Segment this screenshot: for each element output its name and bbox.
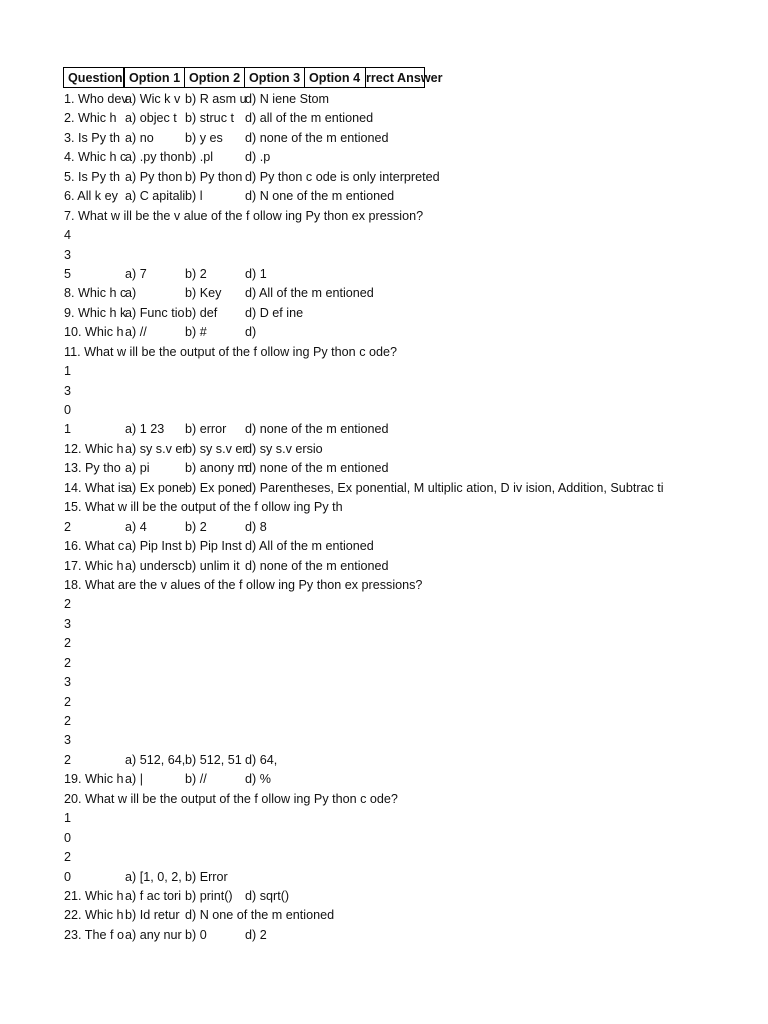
header-option-2[interactable]: Option 2 <box>184 67 245 88</box>
option-2-cell[interactable]: b) 0 <box>185 927 207 942</box>
question-cell[interactable]: 2. Whic h <box>64 111 117 126</box>
table-row <box>63 168 743 187</box>
option-3-cell[interactable]: d) none of the m entioned <box>245 558 389 573</box>
question-cell[interactable]: 12. Whic h <box>64 441 124 456</box>
option-1-cell[interactable]: a) 1 23 <box>125 422 165 437</box>
option-2-cell[interactable]: b) def <box>185 305 218 320</box>
option-2-cell[interactable]: b) // <box>185 772 207 787</box>
option-1-cell[interactable]: a) [1, 0, 2, <box>125 869 182 884</box>
question-cell[interactable]: 14. What is <box>64 480 127 495</box>
table-row <box>63 459 743 478</box>
table-row <box>63 109 743 128</box>
table-row <box>63 518 743 537</box>
table-row <box>63 829 743 848</box>
question-cell[interactable]: 6. All k ey <box>64 189 118 204</box>
question-cell[interactable]: 2 <box>64 597 72 612</box>
option-1-cell[interactable]: a) | <box>125 772 143 787</box>
question-cell[interactable]: 3 <box>64 616 72 631</box>
table-row <box>63 304 743 323</box>
spreadsheet <box>63 67 743 945</box>
option-3-cell[interactable]: d) none of the m entioned <box>245 130 389 145</box>
question-cell[interactable]: 10. Whic h <box>64 325 124 340</box>
table-row <box>63 498 743 517</box>
option-1-cell[interactable]: a) .py thon <box>125 150 185 165</box>
option-1-cell[interactable]: a) pi <box>125 461 150 476</box>
header-correct-answer[interactable]: rrect Answer <box>365 67 425 88</box>
option-1-cell[interactable]: a) 7 <box>125 266 147 281</box>
question-cell[interactable]: 1. Who dev <box>64 92 128 106</box>
question-cell[interactable]: 8. Whic h c <box>64 286 127 301</box>
option-3-cell[interactable]: d) 64, <box>245 752 278 767</box>
option-2-cell[interactable]: b) print() <box>185 888 233 903</box>
question-cell[interactable]: 18. What are the v alues of the f ollow ing Py thon ex pressions? <box>64 577 423 592</box>
table-row <box>63 770 743 789</box>
table-row <box>63 576 743 595</box>
question-cell[interactable]: 19. Whic h <box>64 772 124 787</box>
question-cell[interactable]: 4 <box>64 228 72 243</box>
option-1-cell[interactable]: a) 4 <box>125 519 147 534</box>
table-row <box>63 323 743 342</box>
question-cell[interactable]: 7. What w ill be the v alue of the f ollow ing Py thon ex pression? <box>64 208 424 223</box>
table-row <box>63 595 743 614</box>
option-3-cell[interactable] <box>245 868 745 887</box>
table-row <box>63 207 743 226</box>
table-row <box>63 90 743 109</box>
option-3-cell[interactable]: d) 8 <box>245 519 267 534</box>
option-2-cell[interactable]: b) struc t <box>185 111 234 126</box>
table-row <box>63 868 743 887</box>
option-1-cell[interactable]: a) C apitali <box>125 189 186 204</box>
option-3-cell[interactable]: d) Parentheses, Ex ponential, M ultiplic ation, D iv ision, Addition, Subtrac ti <box>245 480 664 495</box>
question-rows <box>63 90 743 945</box>
question-cell[interactable]: 3 <box>64 733 72 748</box>
question-cell[interactable]: 15. What w ill be the output of the f ollow ing Py th <box>64 500 343 515</box>
option-2-cell[interactable]: b) Key <box>185 286 222 301</box>
table-row <box>63 557 743 576</box>
question-cell[interactable]: 5. Is Py th <box>64 169 120 184</box>
question-cell[interactable]: 2 <box>64 519 72 534</box>
header-row <box>63 67 743 90</box>
question-cell[interactable]: 21. Whic h <box>64 888 124 903</box>
header-option-4[interactable]: Option 4 <box>304 67 366 88</box>
option-1-cell[interactable]: a) f ac tori <box>125 888 181 903</box>
option-3-cell[interactable]: d) All of the m entioned <box>245 286 374 301</box>
option-1-cell[interactable]: a) any nur <box>125 927 182 942</box>
option-1-cell[interactable]: a) 512, 64, <box>125 752 186 767</box>
header-question[interactable]: Question <box>63 67 124 88</box>
question-cell[interactable]: 3 <box>64 383 72 398</box>
option-2-cell[interactable]: b) error <box>185 422 227 437</box>
question-cell[interactable]: 1 <box>64 422 72 437</box>
question-cell[interactable]: 1 <box>64 811 72 826</box>
question-cell[interactable]: 1 <box>64 364 72 379</box>
question-cell[interactable]: 11. What w ill be the output of the f ollow ing Py thon c ode? <box>64 344 398 359</box>
option-2-cell[interactable]: b) Ex pone <box>185 480 246 495</box>
option-1-cell[interactable]: b) Id retur <box>125 908 180 923</box>
option-2-cell[interactable]: b) 512, 51 <box>185 752 242 767</box>
table-row <box>63 634 743 653</box>
question-cell[interactable]: 2 <box>64 752 72 767</box>
option-1-cell[interactable]: a) Pip Inst <box>125 539 182 554</box>
table-row <box>63 420 743 439</box>
option-1-cell[interactable]: a) Ex pone <box>125 480 186 495</box>
table-row <box>63 751 743 770</box>
option-2-cell[interactable]: b) R asm u <box>185 92 247 106</box>
option-3-cell[interactable]: d) 1 <box>245 266 267 281</box>
question-cell[interactable]: 0 <box>64 869 72 884</box>
option-1-cell[interactable]: a) objec t <box>125 111 177 126</box>
option-1-cell[interactable]: a) Wic k v <box>125 92 181 106</box>
option-3-cell[interactable]: d) % <box>245 772 271 787</box>
table-row <box>63 654 743 673</box>
option-3-cell[interactable]: d) none of the m entioned <box>245 422 389 437</box>
option-3-cell[interactable]: d) sqrt() <box>245 888 290 903</box>
question-cell[interactable]: 16. What c <box>64 539 125 554</box>
question-cell[interactable]: 2 <box>64 694 72 709</box>
question-cell[interactable]: 23. The f o <box>64 927 124 942</box>
table-row <box>63 731 743 750</box>
table-row <box>63 187 743 206</box>
option-3-cell[interactable]: d) N one of the m entioned <box>245 189 395 204</box>
question-cell[interactable]: 5 <box>64 266 72 281</box>
option-1-cell[interactable]: a) no <box>125 130 154 145</box>
table-row <box>63 906 743 925</box>
option-3-cell[interactable]: d) D ef ine <box>245 305 304 320</box>
question-cell[interactable]: 20. What w ill be the output of the f ollow ing Py thon c ode? <box>64 791 398 806</box>
option-3-cell[interactable]: d) <box>245 325 257 340</box>
question-cell[interactable]: 2 <box>64 714 72 728</box>
option-1-cell[interactable]: a) Func tio <box>125 305 185 320</box>
table-row <box>63 615 743 634</box>
option-1-cell[interactable]: a) sy s.v er <box>125 441 187 456</box>
header-option-1[interactable]: Option 1 <box>124 67 185 88</box>
option-2-cell[interactable]: b) unlim it <box>185 558 240 573</box>
table-row <box>63 887 743 906</box>
table-row <box>63 362 743 381</box>
table-row <box>63 382 743 401</box>
option-2-cell[interactable]: b) .pl <box>185 150 213 165</box>
question-cell[interactable]: 2 <box>64 655 72 670</box>
table-row <box>63 712 743 731</box>
question-cell[interactable]: 2 <box>64 636 72 651</box>
question-cell[interactable]: 0 <box>64 403 72 417</box>
question-cell[interactable]: 9. Whic h k <box>64 305 127 320</box>
question-cell[interactable]: 3 <box>64 675 72 690</box>
question-cell[interactable]: 13. Py tho <box>64 461 121 476</box>
option-3-cell[interactable]: d) N iene Stom <box>245 92 329 106</box>
option-2-cell[interactable]: d) N one of the m entioned <box>185 908 335 923</box>
option-2-cell[interactable]: b) Pip Inst <box>185 539 242 554</box>
option-2-cell[interactable]: b) y es <box>185 130 223 145</box>
option-3-cell[interactable] <box>245 906 745 925</box>
option-3-cell[interactable]: d) .p <box>245 150 271 165</box>
table-row <box>63 479 743 498</box>
option-1-cell[interactable]: a) undersc <box>125 558 185 573</box>
table-row <box>63 926 743 945</box>
table-row <box>63 537 743 556</box>
option-2-cell[interactable]: b) anony m <box>185 461 248 476</box>
question-cell[interactable]: 3. Is Py th <box>64 130 120 145</box>
option-2-cell[interactable]: b) sy s.v er <box>185 441 247 456</box>
table-row <box>63 673 743 692</box>
table-row <box>63 226 743 245</box>
question-cell[interactable]: 2 <box>64 850 72 865</box>
table-row <box>63 148 743 167</box>
option-2-cell[interactable]: b) l <box>185 189 203 204</box>
option-2-cell[interactable]: b) 2 <box>185 519 207 534</box>
option-3-cell[interactable]: d) none of the m entioned <box>245 461 389 476</box>
option-3-cell[interactable]: d) all of the m entioned <box>245 111 374 126</box>
option-2-cell[interactable]: b) Error <box>185 869 228 884</box>
option-1-cell[interactable]: a) Py thon <box>125 169 183 184</box>
option-3-cell[interactable]: d) All of the m entioned <box>245 539 374 554</box>
option-2-cell[interactable]: b) Py thon <box>185 169 243 184</box>
option-2-cell[interactable]: b) 2 <box>185 266 207 281</box>
option-3-cell[interactable]: d) sy s.v ersio <box>245 441 323 456</box>
question-cell[interactable]: 3 <box>64 247 72 262</box>
table-row <box>63 790 743 809</box>
question-cell[interactable]: 4. Whic h c <box>64 150 127 165</box>
question-cell[interactable]: 22. Whic h <box>64 908 124 923</box>
table-row <box>63 809 743 828</box>
table-row <box>63 246 743 265</box>
table-row <box>63 693 743 712</box>
question-cell[interactable]: 0 <box>64 830 72 845</box>
option-1-cell[interactable]: a) <box>125 286 137 301</box>
table-row <box>63 848 743 867</box>
table-row <box>63 401 743 420</box>
option-1-cell[interactable]: a) // <box>125 325 147 340</box>
question-cell[interactable]: 17. Whic h <box>64 558 124 573</box>
header-option-3[interactable]: Option 3 <box>244 67 305 88</box>
table-row <box>63 265 743 284</box>
table-row <box>63 343 743 362</box>
option-3-cell[interactable]: d) Py thon c ode is only interpreted <box>245 169 440 184</box>
option-3-cell[interactable]: d) 2 <box>245 927 267 942</box>
table-row <box>63 284 743 303</box>
table-row <box>63 440 743 459</box>
option-2-cell[interactable]: b) # <box>185 325 207 340</box>
table-row <box>63 129 743 148</box>
